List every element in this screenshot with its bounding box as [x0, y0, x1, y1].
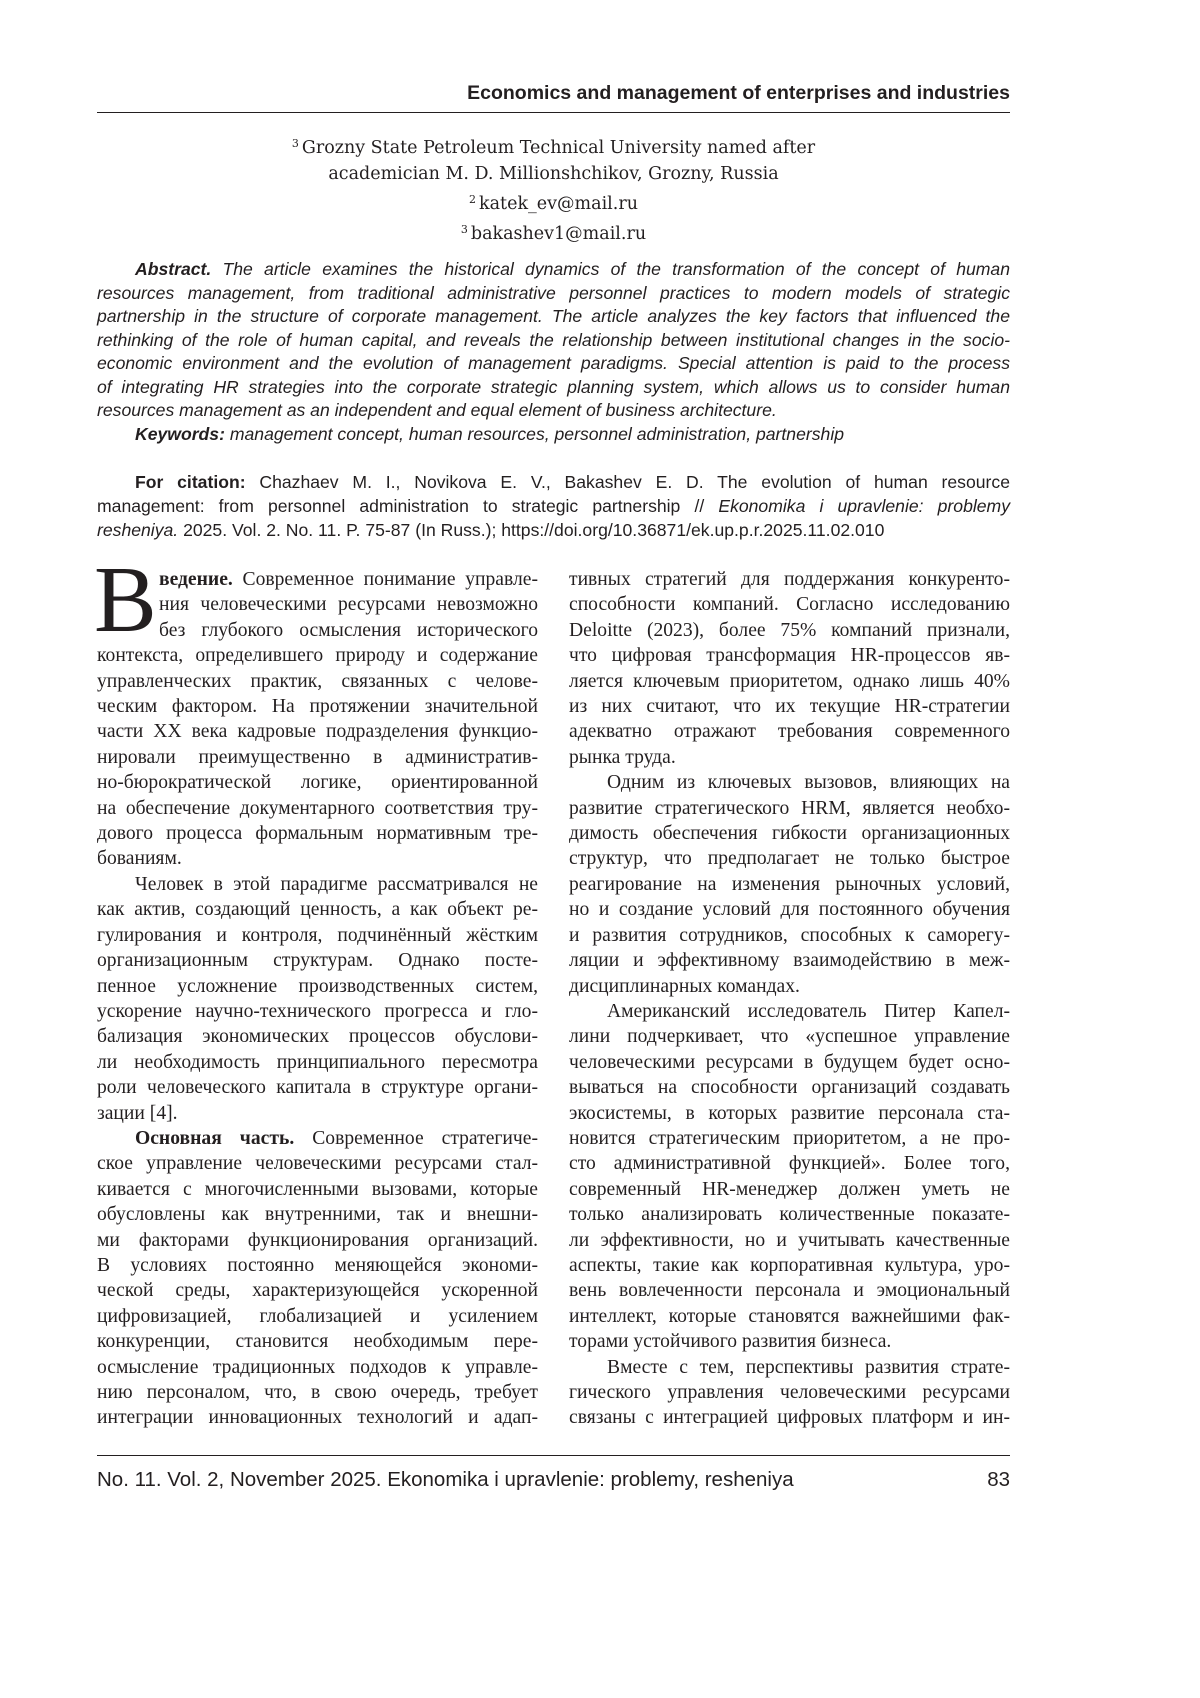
text-run: интеллект, которые становятся важнейшими фак-	[569, 1306, 1010, 1327]
text-line	[97, 305, 1010, 329]
text-run: ское управление человеческими ресурсами стал-	[97, 1153, 538, 1174]
affiliation-line	[97, 187, 1010, 217]
text-line	[97, 1228, 538, 1253]
text-line	[97, 494, 1010, 518]
text-run: ния человеческими ресурсами невозможно	[159, 594, 538, 615]
text-run: of integrating HR strategies into the corporate strategic planning system, which allows us to consider human	[97, 377, 1010, 397]
text-run: ми факторами функционирования организаций.	[97, 1230, 538, 1251]
text-line	[569, 796, 1010, 821]
text-line	[97, 1075, 538, 1100]
affiliation-text: Grozny State Petroleum Technical University named after	[302, 138, 815, 158]
text-run: способности компаний. Согласно исследованию	[569, 594, 1010, 615]
body-column-right	[569, 567, 1010, 1431]
text-run: management concept, human resources, personnel administration, partnership	[225, 424, 844, 444]
text-run: развитие стратегического HRM, является необхо-	[569, 798, 1010, 819]
text-line	[569, 694, 1010, 719]
footnote-marker: 3	[461, 223, 468, 236]
text-line	[97, 1405, 538, 1430]
abstract-block	[97, 258, 1010, 446]
text-run: management: from personnel administration to strategic partnership //	[97, 496, 718, 516]
text-run: интеграции инновационных технологий и адап-	[97, 1407, 538, 1428]
text-line	[569, 974, 1010, 999]
text-run: 2025. Vol. 2. No. 11. P. 75-87 (In Russ.); https://doi.org/10.36871/ek.up.p.r.2025.11.02.010	[178, 520, 884, 540]
body-column-left	[97, 567, 538, 1431]
text-run: вень вовлеченности персонала и эмоциональный	[569, 1280, 1010, 1301]
text-run: В условиях постоянно меняющейся экономи-	[97, 1255, 538, 1276]
affiliation-text: academician M. D. Millionshchikov, Grozny, Russia	[328, 164, 778, 184]
text-run: рынка труда.	[569, 747, 676, 768]
text-line	[569, 567, 1010, 592]
running-head: Economics and management of enterprises and industries	[97, 82, 1010, 105]
text-run: димость обеспечения гибкости организационных	[569, 823, 1010, 844]
text-run: resheniya.	[97, 520, 178, 540]
text-run: Американский исследователь Питер Капел-	[607, 1001, 1010, 1022]
text-run: без глубокого осмысления исторического	[159, 620, 538, 641]
text-run: только анализировать количественные показате-	[569, 1204, 1010, 1225]
text-line	[97, 897, 538, 922]
text-line	[569, 846, 1010, 871]
text-run: адекватно отражают требования современного	[569, 721, 1010, 742]
text-line	[569, 643, 1010, 668]
text-run: что цифровая трансформация HR-процессов яв-	[569, 645, 1010, 666]
text-run: Современное понимание управле-	[233, 569, 538, 590]
text-run: гулирования и контроля, подчинённый жёстким	[97, 925, 538, 946]
text-run: Современное стратегиче-	[294, 1128, 538, 1149]
text-line	[97, 872, 538, 897]
text-run: обусловлены как внутренними, так и внешни-	[97, 1204, 538, 1225]
text-run: The article examines the historical dynamics of the transformation of the concept of human	[211, 259, 1010, 279]
text-line	[569, 770, 1010, 795]
text-line	[97, 1329, 538, 1354]
text-run: аспекты, такие как корпоративная культура, уро-	[569, 1255, 1010, 1276]
text-line	[569, 1126, 1010, 1151]
text-line	[97, 1355, 538, 1380]
text-run: нию персоналом, что, в свою очередь, требует	[97, 1382, 538, 1403]
affiliation-line	[97, 131, 1010, 161]
text-line	[569, 1050, 1010, 1075]
text-run: лини подчеркивает, что «успешное управление	[569, 1026, 1010, 1047]
text-run: тивных стратегий для поддержания конкуренто-	[569, 569, 1010, 590]
text-line	[569, 821, 1010, 846]
text-line	[97, 352, 1010, 376]
text-run: Человек в этой парадигме рассматривался не	[135, 874, 538, 895]
affiliation-block	[97, 131, 1010, 247]
text-line	[569, 719, 1010, 744]
text-line	[97, 999, 538, 1024]
text-line	[569, 872, 1010, 897]
bold-lead-text: For citation:	[135, 472, 246, 492]
text-run: ли эффективности, но и учитывать качественные	[569, 1230, 1010, 1251]
text-line	[97, 1253, 538, 1278]
text-line	[97, 376, 1010, 400]
text-line	[569, 1228, 1010, 1253]
text-run: дового процесса формальным нормативным тре-	[97, 823, 538, 844]
text-line	[569, 669, 1010, 694]
bold-lead-text: Основная часть.	[135, 1128, 294, 1149]
text-run: человеческими ресурсами в будущем будет осно-	[569, 1052, 1010, 1073]
text-run: нировали преимущественно в административ-	[97, 747, 538, 768]
text-run: ускорение научно-технического прогресса и гло-	[97, 1001, 538, 1022]
citation-block	[97, 470, 1010, 542]
text-line	[97, 974, 538, 999]
text-run: части XX века кадровые подразделения функцио-	[97, 721, 538, 742]
text-line	[569, 897, 1010, 922]
text-run: осмысление традиционных подходов к управле-	[97, 1357, 538, 1378]
text-line	[97, 1304, 538, 1329]
text-line	[569, 1355, 1010, 1380]
text-line	[97, 1050, 538, 1075]
text-run: контекста, определившего природу и содержание	[97, 645, 538, 666]
text-run: структур, что предполагает не только быстрое	[569, 848, 1010, 869]
text-line	[569, 1151, 1010, 1176]
footnote-marker: 2	[469, 193, 476, 206]
text-line	[97, 258, 1010, 282]
text-run: вываться на способности организаций создавать	[569, 1077, 1010, 1098]
text-line	[97, 1151, 538, 1176]
drop-cap: В	[94, 553, 157, 647]
text-line	[97, 399, 1010, 423]
text-run: economic environment and the evolution of management paradigms. Special attention is paid to the process	[97, 353, 1010, 373]
text-line	[97, 1380, 538, 1405]
affiliation-line	[97, 217, 1010, 247]
text-run: управленческих практик, связанных с челове-	[97, 671, 538, 692]
text-line	[569, 618, 1010, 643]
text-line	[569, 1405, 1010, 1430]
affiliation-line	[97, 161, 1010, 187]
text-line	[569, 1304, 1010, 1329]
text-line	[569, 1177, 1010, 1202]
text-line	[97, 1024, 538, 1049]
footnote-marker: 3	[292, 137, 299, 150]
text-run: современный HR-менеджер должен уметь не	[569, 1179, 1010, 1200]
text-line	[97, 923, 538, 948]
text-line	[97, 470, 1010, 494]
text-line	[569, 1329, 1010, 1354]
text-run: роли человеческого капитала в структуре органи-	[97, 1077, 538, 1098]
text-line	[569, 1075, 1010, 1100]
text-run: Chazhaev M. I., Novikova E. V., Bakashev E. D. The evolution of human resource	[246, 472, 1010, 492]
text-run: ческой среды, характеризующейся ускоренной	[97, 1280, 538, 1301]
text-run: ческим фактором. На протяжении значительной	[97, 696, 538, 717]
text-run: но и создание условий для постоянного обучения	[569, 899, 1010, 920]
text-line	[97, 1126, 538, 1151]
page-number: 83	[987, 1468, 1010, 1492]
text-line	[97, 423, 1010, 447]
text-line	[97, 618, 538, 643]
header-rule	[97, 112, 1010, 113]
text-line	[97, 669, 538, 694]
text-run: ляции и эффективному взаимодействию в меж-	[569, 950, 1010, 971]
text-run: как актив, создающий ценность, а как объект ре-	[97, 899, 538, 920]
text-line	[569, 1278, 1010, 1303]
text-run: ляется ключевым приоритетом, однако лишь 40%	[569, 671, 1010, 692]
text-line	[97, 1177, 538, 1202]
footer-rule	[97, 1455, 1010, 1456]
text-line	[569, 592, 1010, 617]
text-line	[97, 719, 538, 744]
affiliation-text: bakashev1@mail.ru	[471, 224, 646, 244]
text-line	[97, 796, 538, 821]
text-line	[569, 1101, 1010, 1126]
text-line	[97, 694, 538, 719]
text-line	[97, 643, 538, 668]
footer-journal-info: No. 11. Vol. 2, November 2025. Ekonomika i upravlenie: problemy, resheniya	[97, 1468, 794, 1492]
text-run: resources management, from traditional administrative personnel practices to modern models of strategic	[97, 283, 1010, 303]
text-run: из них считают, что их текущие HR-стратегии	[569, 696, 1010, 717]
bold-lead-text: ведение.	[159, 569, 233, 590]
text-line	[97, 770, 538, 795]
text-run: бализация экономических процессов обуслови-	[97, 1026, 538, 1047]
text-run: дисциплинарных командах.	[569, 976, 800, 997]
text-line	[569, 923, 1010, 948]
text-line	[97, 329, 1010, 353]
text-line	[97, 1202, 538, 1227]
text-run: пенное усложнение производственных систем,	[97, 976, 538, 997]
text-line	[569, 1253, 1010, 1278]
text-line	[569, 745, 1010, 770]
text-line	[569, 948, 1010, 973]
text-run: торами устойчивого развития бизнеса.	[569, 1331, 891, 1352]
bold-lead-text: Abstract.	[135, 259, 211, 279]
text-run: на обеспечение документарного соответствия тру-	[97, 798, 538, 819]
text-line	[569, 1024, 1010, 1049]
text-run: resources management as an independent and equal element of business architecture.	[97, 400, 777, 420]
text-run: связаны с интеграцией цифровых платформ и ин-	[569, 1407, 1010, 1428]
text-run: организационным структурам. Однако посте-	[97, 950, 538, 971]
text-run: реагирование на изменения рыночных условий,	[569, 874, 1010, 895]
text-line	[97, 592, 538, 617]
text-run: Ekonomika i upravlenie: problemy	[718, 496, 1010, 516]
text-line	[569, 999, 1010, 1024]
text-run: гического управления человеческими ресурсами	[569, 1382, 1010, 1403]
text-line	[97, 282, 1010, 306]
text-line	[97, 846, 538, 871]
text-run: новится стратегическим приоритетом, а не про-	[569, 1128, 1010, 1149]
text-line	[97, 821, 538, 846]
text-run: но-бюрократической логике, ориентированной	[97, 772, 538, 793]
text-run: partnership in the structure of corporate management. The article analyzes the key factors that influenced the	[97, 306, 1010, 326]
text-run: зации [4].	[97, 1103, 178, 1124]
text-run: конкуренции, становится необходимым пере-	[97, 1331, 538, 1352]
text-run: Одним из ключевых вызовов, влияющих на	[607, 772, 1010, 793]
text-line	[569, 1202, 1010, 1227]
text-line	[97, 518, 1010, 542]
text-run: и развития сотрудников, способных к саморегу-	[569, 925, 1010, 946]
text-run: сто административной функцией». Более того,	[569, 1153, 1010, 1174]
text-run: экосистемы, в которых развитие персонала ста-	[569, 1103, 1010, 1124]
text-line	[97, 1278, 538, 1303]
text-run: ли необходимость принципиального пересмотра	[97, 1052, 538, 1073]
bold-lead-text: Keywords:	[135, 424, 225, 444]
text-run: цифровизацией, глобализацией и усилением	[97, 1306, 538, 1327]
text-line	[569, 1380, 1010, 1405]
text-run: rethinking of the role of human capital, and reveals the relationship between institutional changes in the socio-	[97, 330, 1010, 350]
text-line	[97, 567, 538, 592]
text-line	[97, 948, 538, 973]
text-run: Вместе с тем, перспективы развития страте-	[607, 1357, 1010, 1378]
text-run: Deloitte (2023), более 75% компаний признали,	[569, 620, 1010, 641]
text-run: бованиям.	[97, 848, 182, 869]
affiliation-text: katek_ev@mail.ru	[479, 194, 638, 214]
text-line	[97, 1101, 538, 1126]
text-line	[97, 745, 538, 770]
text-run: кивается с многочисленными вызовами, которые	[97, 1179, 538, 1200]
